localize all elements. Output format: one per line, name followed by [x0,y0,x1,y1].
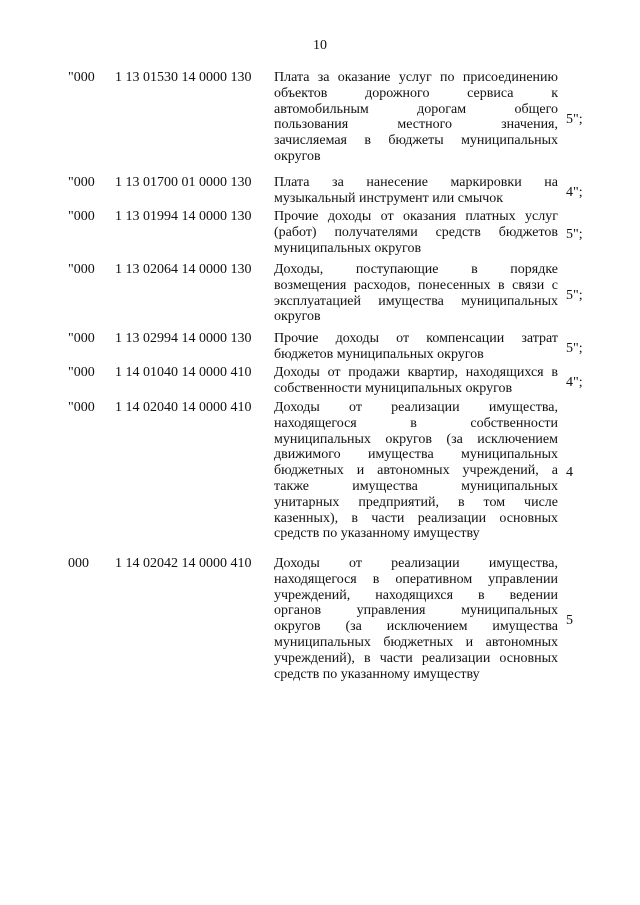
page-number: 10 [313,38,327,53]
description-line: учреждений), в части реализации основных [274,650,558,666]
norm-value: 4"; [566,374,583,390]
income-description [274,400,558,542]
income-code: 1 13 02994 14 0000 130 [115,331,252,346]
income-code: 1 13 01994 14 0000 130 [115,209,252,224]
income-code: 1 14 01040 14 0000 410 [115,365,252,380]
description-line: бюджетных и автономных учреждений, а [274,463,558,479]
description-line: Плата за нанесение маркировки на [274,175,558,190]
description-line: объектов дорожного сервиса к [274,85,558,101]
description-line: музыкальный инструмент или смычок [274,190,504,206]
norm-value: 5"; [566,111,583,127]
description-line: средств по указанному имуществу [274,526,480,542]
description-line: муниципальных округов [274,240,422,256]
income-code: 1 14 02040 14 0000 410 [115,400,252,415]
description-line: казенных), в части реализации основных [274,510,558,526]
description-line: округов [274,148,321,164]
norm-value: 4 [566,465,573,481]
row-prefix: "000 [68,400,95,415]
row-prefix: "000 [68,70,95,85]
description-line: движимого имущества муниципальных [274,447,558,463]
row-prefix: "000 [68,175,95,190]
description-line: пользования местного значения, [274,117,558,133]
description-line: находящегося в оперативном управлении [274,571,558,587]
description-line: Доходы от продажи квартир, находящихся в [274,365,558,380]
description-line: округов [274,309,321,325]
description-line: Плата за оказание услуг по присоединению [274,70,558,85]
description-line: собственности муниципальных округов [274,380,513,396]
income-code: 1 13 01700 01 0000 130 [115,175,252,190]
description-line: средств по указанному имуществу [274,666,480,682]
norm-value: 5"; [566,340,583,356]
income-description [274,175,558,207]
norm-value: 5 [566,613,573,629]
norm-value: 5"; [566,287,583,303]
norm-value: 5"; [566,226,583,242]
description-line: муниципальных округов (за исключением [274,431,558,447]
description-line: (работ) получателями средств бюджетов [274,224,558,240]
description-line: Доходы от реализации имущества, [274,400,558,415]
description-line: также имущества муниципальных [274,478,558,494]
description-line: Доходы от реализации имущества, [274,556,558,571]
income-code: 1 14 02042 14 0000 410 [115,556,252,571]
row-prefix: "000 [68,331,95,346]
income-description [274,262,558,325]
norm-value: 4"; [566,184,583,200]
income-description [274,331,558,363]
description-line: эксплуатацией имущества муниципальных [274,293,558,309]
income-description [274,365,558,397]
description-line: Доходы, поступающие в порядке [274,262,558,277]
income-description [274,209,558,256]
description-line: учреждений, находящихся в ведении [274,587,558,603]
row-prefix: "000 [68,262,95,277]
description-line: бюджетов муниципальных округов [274,346,484,362]
description-line: автомобильным дорогам общего [274,101,558,117]
description-line: возмещения расходов, понесенных в связи с [274,277,558,293]
income-description [274,70,558,165]
description-line: унитарных предприятий, в том числе [274,494,558,510]
row-prefix: "000 [68,365,95,380]
income-code: 1 13 02064 14 0000 130 [115,262,252,277]
income-code: 1 13 01530 14 0000 130 [115,70,252,85]
description-line: Прочие доходы от оказания платных услуг [274,209,558,224]
description-line: округов (за исключением имущества [274,619,558,635]
description-line: муниципальных бюджетных и автономных [274,634,558,650]
description-line: Прочие доходы от компенсации затрат [274,331,558,346]
description-line: находящегося в собственности [274,415,558,431]
description-line: органов управления муниципальных [274,603,558,619]
row-prefix: "000 [68,209,95,224]
row-prefix: 000 [68,556,89,571]
description-line: зачисляемая в бюджеты муниципальных [274,133,558,149]
income-description [274,556,558,682]
